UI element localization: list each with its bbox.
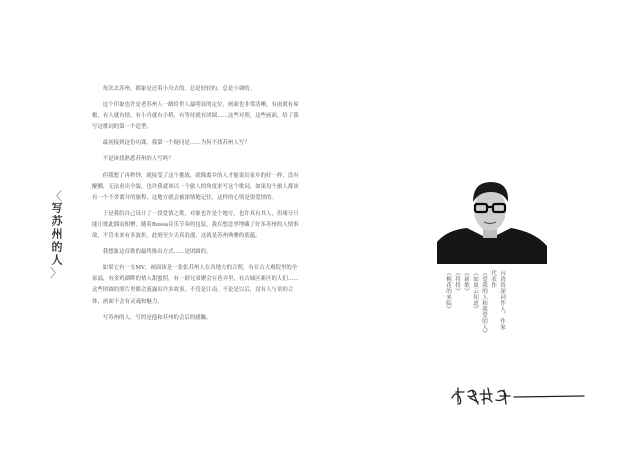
paragraph-1: 每次去苏州，都象是还着小舟去的，总是轻轻的，总是小调的。 — [102, 86, 256, 92]
bio-line-title: 台湾资深词作人、作家 — [499, 270, 505, 330]
bio-line-work-5: 《梅花的来临》 — [445, 270, 451, 312]
portrait-illustration — [437, 178, 547, 264]
signature-icon — [448, 384, 588, 410]
paragraph-6: 于是我给自己设计了一段爱情之歌，对象也许是个地方，也许真有其人，但缘分只能让彼此偶而相聚，随着Bossa音乐节奏的包装，我在想念里埋藏了好多苏州的人情事故，不管未来有多波折，此刻至少天真浪漫，这就是苏州典雅的底蕴。 — [92, 210, 299, 240]
paragraph-7: 我想象这首歌的最终推出方式……是团圆的。 — [102, 249, 212, 256]
author-portrait — [437, 178, 547, 264]
bio-line-work-3: 《新歌》 — [463, 270, 469, 294]
vertical-section-title — [48, 190, 64, 279]
bio-line-work-1: 《爱我的人和我爱的人》 — [481, 270, 487, 336]
essay-body — [92, 84, 300, 329]
author-signature — [448, 384, 588, 410]
title-bracket-close: 〉 — [49, 266, 62, 280]
paragraph-5: 但我想了再秒钟，就接受了这个挑战，就像离乡的人才能说出家乡的好一样，没有醍醐，无法看出全貌。也许我就该以一个旅人的角度来写这个歌词，如果每个旅人都该有一个不舍离开的旅程，这地方就会被深情地记住，这样的心情是很爱情的。 — [92, 172, 299, 201]
bio-line-work-2: 《如果云知道》 — [472, 270, 478, 312]
bio-line-works-heading: 代表作 — [490, 270, 496, 288]
paragraph-8: 如果它有一支MV，画面该是一张张苏州人在各地方的合照，有在古大观院里的全家福，有金鸡湖畔的情人甜蜜照，有一群兄弟聚会在巷弄里，有古城区新区的人们……这些团圆的照片里都会流露出许多故事，不管是江南，不论是以后，没有人与景的合体，画面不会有灵魂和魅力。 — [92, 265, 299, 305]
title-bracket-open: 〈 — [49, 189, 62, 203]
paragraph-3: 最初接到这份功课，我第一个疑问是……为何不找苏州人写？ — [102, 140, 250, 147]
bio-line-work-4: 《将将》 — [454, 270, 460, 294]
paragraph-9: 写苏州的人，写的是他和苏州的会后的感触。 — [102, 314, 212, 321]
title-text: 写苏州的人 — [50, 202, 63, 267]
author-bio — [444, 270, 506, 352]
paragraph-2: 这个印象也许是老苏州人一路给世人最明显的定位，画面也非常清晰，有雨就有屋檐，有人就有情，有小舟就有小桥，有等待就有团圆……这些对照，这些画面，给了我写这歌词的第一个造型。 — [92, 102, 299, 131]
paragraph-4: 不是该找熟悉苏州的人写吗？ — [102, 156, 174, 163]
